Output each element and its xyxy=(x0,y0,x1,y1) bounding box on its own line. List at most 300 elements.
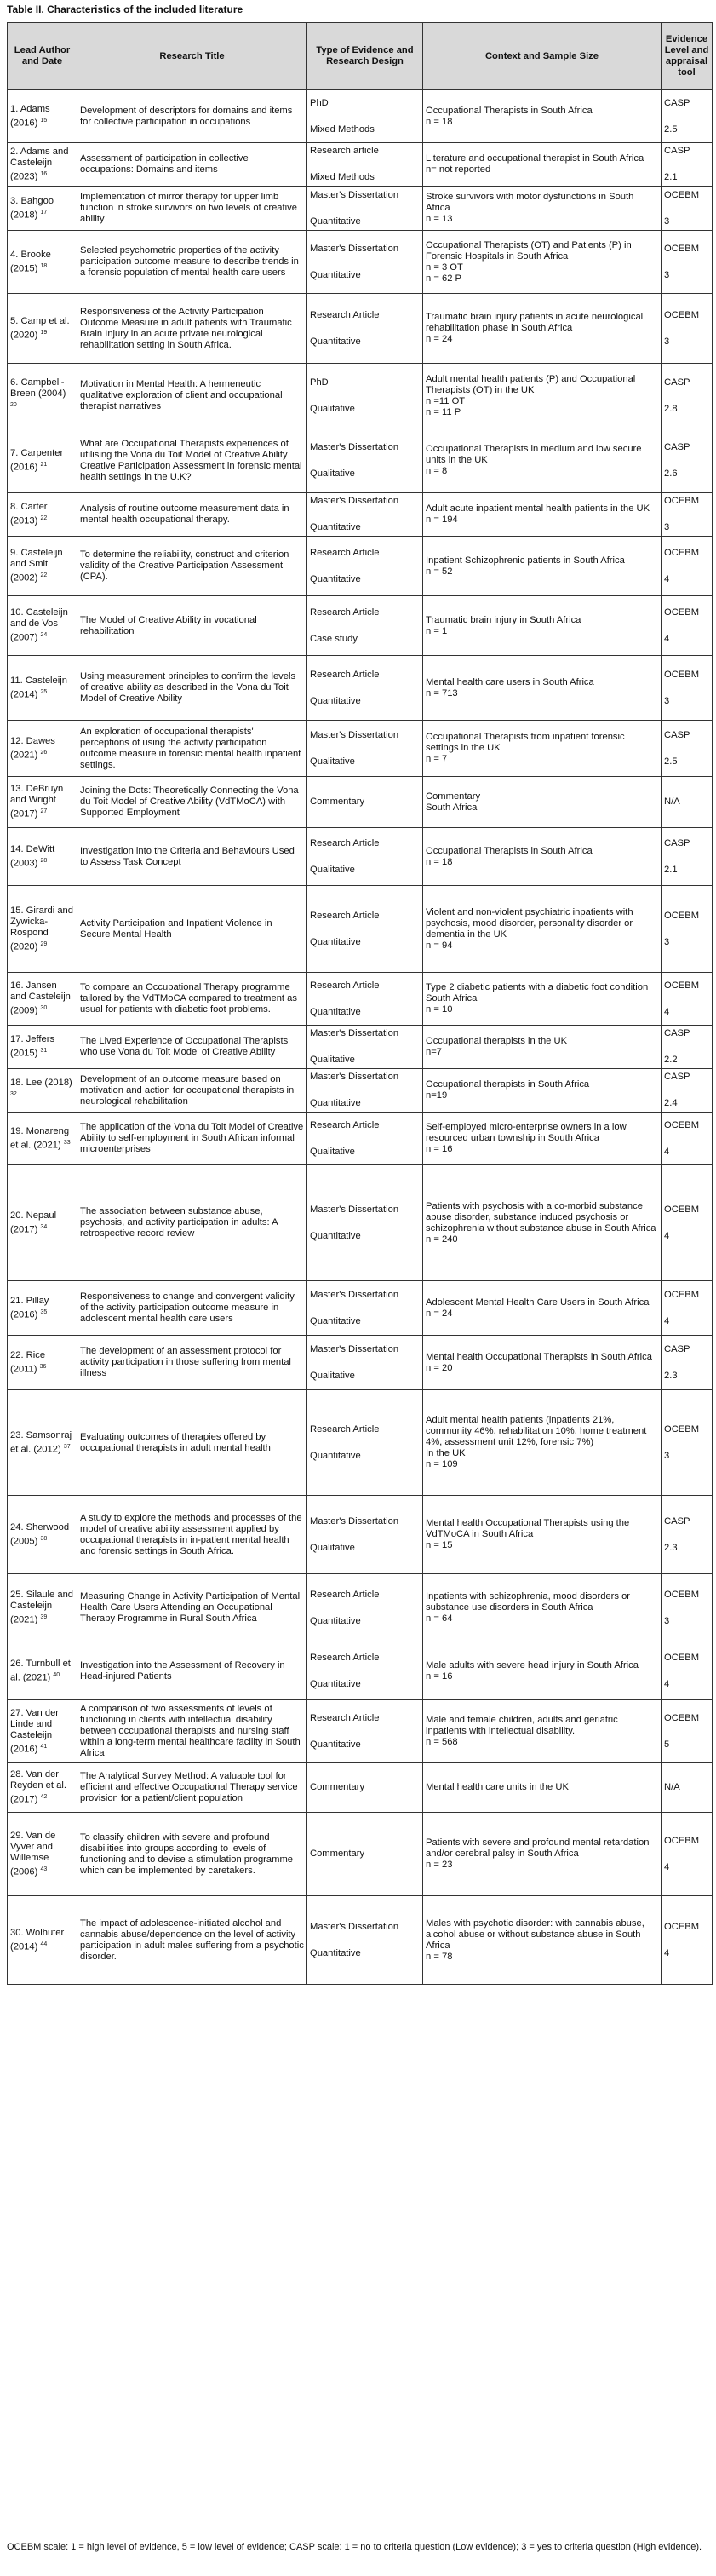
cell-context-line: n = 16 xyxy=(426,1144,453,1154)
table-row xyxy=(8,596,713,656)
cell-level-line: OCEBM xyxy=(664,243,700,254)
cell-type-line: Master's Dissertation xyxy=(310,189,399,200)
cell-author xyxy=(8,493,77,537)
cell-type xyxy=(307,828,423,886)
header-author: Lead Author and Date xyxy=(8,23,77,90)
author-text: 22. Rice (2011) xyxy=(10,1349,46,1375)
cell-level xyxy=(662,828,713,886)
cell-context-line: Mental health care users in South Africa xyxy=(426,676,594,687)
cell-type xyxy=(307,596,423,656)
cell-level-line: 2.3 xyxy=(664,1542,678,1553)
cell-context xyxy=(423,1113,662,1165)
cell-spacer xyxy=(310,1435,420,1451)
cell-level-line: 3 xyxy=(664,216,670,227)
cell-spacer xyxy=(664,922,709,937)
cell-level-line: 4 xyxy=(664,1678,670,1689)
cell-context-line: n = 10 xyxy=(426,1004,453,1015)
cell-type-line: PhD xyxy=(310,97,329,108)
cell-author xyxy=(8,1281,77,1336)
reference-number: 36 xyxy=(39,1363,47,1370)
cell-level-line: 4 xyxy=(664,1230,670,1241)
cell-context xyxy=(423,143,662,187)
cell-level-line: 3 xyxy=(664,522,670,532)
cell-type-line: Quantitative xyxy=(310,216,361,227)
cell-spacer xyxy=(664,1216,709,1231)
cell-spacer xyxy=(664,992,709,1007)
cell-context xyxy=(423,1642,662,1700)
cell-type-line: Qualitative xyxy=(310,1370,355,1381)
cell-context xyxy=(423,428,662,493)
cell-author xyxy=(8,364,77,428)
table-row xyxy=(8,828,713,886)
cell-type xyxy=(307,886,423,973)
cell-type xyxy=(307,1165,423,1281)
cell-type-line: Master's Dissertation xyxy=(310,243,399,254)
cell-spacer xyxy=(664,1435,709,1451)
cell-level-line: CASP xyxy=(664,1515,690,1527)
cell-context-line: n = 64 xyxy=(426,1613,453,1624)
cell-type xyxy=(307,1496,423,1574)
cell-author xyxy=(8,1574,77,1642)
cell-level-line: OCEBM xyxy=(664,1712,700,1723)
table-row xyxy=(8,1813,713,1896)
cell-type-line: Master's Dissertation xyxy=(310,1515,399,1527)
cell-level xyxy=(662,973,713,1026)
cell-type xyxy=(307,231,423,294)
author-text: 25. Silaule and Casteleijn (2021) xyxy=(10,1590,74,1625)
cell-context-line: n = 568 xyxy=(426,1737,458,1747)
cell-level-line: OCEBM xyxy=(664,309,700,320)
cell-context-line: Traumatic brain injury in South Africa xyxy=(426,614,581,625)
cell-spacer xyxy=(310,255,420,270)
cell-spacer xyxy=(664,507,709,522)
cell-spacer xyxy=(664,1724,709,1739)
cell-context-line: Mental health care units in the UK xyxy=(426,1782,569,1792)
header-title: Research Title xyxy=(77,23,307,90)
reference-number: 18 xyxy=(40,262,48,269)
cell-spacer xyxy=(664,1664,709,1679)
cell-context xyxy=(423,828,662,886)
cell-level-line: 3 xyxy=(664,936,670,947)
cell-level xyxy=(662,294,713,364)
cell-spacer xyxy=(310,922,420,937)
cell-type-line: Research Article xyxy=(310,980,380,991)
author-text: 29. Van de Vyver and Willemse (2006) xyxy=(10,1830,56,1877)
cell-level-line: 4 xyxy=(664,573,670,584)
cell-context-line: n = 18 xyxy=(426,856,453,867)
cell-level-line: OCEBM xyxy=(664,1204,700,1215)
reference-number: 25 xyxy=(40,688,48,695)
cell-author xyxy=(8,828,77,886)
cell-type-line: Qualitative xyxy=(310,1146,355,1157)
cell-context-line: Literature and occupational therapist in South Africa xyxy=(426,153,644,164)
cell-type xyxy=(307,1574,423,1642)
cell-spacer xyxy=(310,1301,420,1316)
cell-title: The Analytical Survey Method: A valuable tool for efficient and effective Occupational Therapy service provision for a patient/client population xyxy=(77,1763,307,1813)
cell-level xyxy=(662,1896,713,1985)
cell-title: What are Occupational Therapists experiences of utilising the Vona du Toit Model of Creative Ability Creative Participation Assessment in forensic mental health settings in the U.K? xyxy=(77,428,307,493)
cell-level-line: 2.4 xyxy=(664,1098,678,1108)
cell-type-line: Quantitative xyxy=(310,1739,361,1750)
reference-number: 38 xyxy=(40,1535,48,1542)
cell-level-line: CASP xyxy=(664,377,690,388)
cell-spacer xyxy=(664,255,709,270)
cell-author xyxy=(8,1336,77,1390)
cell-level-line: 3 xyxy=(664,336,670,347)
cell-context xyxy=(423,1574,662,1642)
cell-context-line: n= not reported xyxy=(426,164,491,175)
cell-spacer xyxy=(310,849,420,865)
cell-level-line: 4 xyxy=(664,1146,670,1157)
author-text: 10. Casteleijn and de Vos (2007) xyxy=(10,607,68,643)
cell-spacer xyxy=(664,1083,709,1098)
cell-context-line: n = 7 xyxy=(426,754,448,764)
cell-type-line: Qualitative xyxy=(310,403,355,414)
cell-context-line: n = 52 xyxy=(426,566,453,577)
cell-level-line: 2.5 xyxy=(664,124,678,135)
cell-author xyxy=(8,1026,77,1069)
cell-title: Investigation into the Assessment of Recovery in Head-injured Patients xyxy=(77,1642,307,1700)
cell-spacer xyxy=(310,1724,420,1739)
cell-level-line: 2.2 xyxy=(664,1055,678,1065)
cell-context-line: Adult mental health patients (inpatients 21%, community 46%, rehabilitation 10%, home treatment 4%, assessment unit 12%, forensic 7%) xyxy=(426,1415,647,1447)
table-row xyxy=(8,294,713,364)
cell-type-line: Mixed Methods xyxy=(310,172,375,182)
cell-context xyxy=(423,886,662,973)
table-row xyxy=(8,1026,713,1069)
cell-context-line: Patients with severe and profound mental retardation and/or cerebral palsy in South Africa xyxy=(426,1837,650,1859)
cell-title: Development of descriptors for domains and items for collective participation in occupations xyxy=(77,90,307,143)
cell-type-line: Mixed Methods xyxy=(310,124,375,135)
cell-type-line: Research Article xyxy=(310,607,380,618)
author-text: 7. Carpenter (2016) xyxy=(10,447,64,473)
cell-type xyxy=(307,1390,423,1496)
cell-type xyxy=(307,537,423,596)
cell-title: Using measurement principles to confirm the levels of creative ability as described in the Vona du Toit Model of Creative Ability xyxy=(77,656,307,721)
reference-number: 24 xyxy=(40,632,48,639)
cell-level xyxy=(662,1496,713,1574)
cell-title: Selected psychometric properties of the activity participation outcome measure to describe trends in a forensic population of mental health care users xyxy=(77,231,307,294)
author-text: 12. Dawes (2021) xyxy=(10,735,55,761)
cell-author xyxy=(8,1113,77,1165)
cell-type-line: Master's Dissertation xyxy=(310,1343,399,1354)
cell-level-line: CASP xyxy=(664,1028,690,1038)
table-row xyxy=(8,1281,713,1336)
cell-type-line: Research Article xyxy=(310,1119,380,1130)
cell-spacer xyxy=(310,157,420,172)
cell-level xyxy=(662,656,713,721)
cell-level-line: 3 xyxy=(664,269,670,280)
reference-number: 19 xyxy=(40,329,48,336)
cell-type-line: Research Article xyxy=(310,309,380,320)
cell-spacer xyxy=(310,1933,420,1948)
cell-context-line: Inpatients with schizophrenia, mood disorders or substance use disorders in South Africa xyxy=(426,1591,631,1613)
cell-context-line: South Africa xyxy=(426,993,478,1003)
cell-level-line: 3 xyxy=(664,1450,670,1461)
cell-title: The association between substance abuse, psychosis, and activity participation in adults: A retrospective record review xyxy=(77,1165,307,1281)
cell-level xyxy=(662,143,713,187)
cell-type-line: Quantitative xyxy=(310,1098,361,1108)
cell-type-line: Quantitative xyxy=(310,1615,361,1626)
cell-type-line: Master's Dissertation xyxy=(310,1072,399,1082)
cell-context-line: n = 3 OT xyxy=(426,262,463,273)
cell-context xyxy=(423,1763,662,1813)
cell-level xyxy=(662,493,713,537)
cell-type xyxy=(307,656,423,721)
reference-number: 35 xyxy=(40,1308,48,1315)
cell-spacer xyxy=(664,1933,709,1948)
author-text: 1. Adams (2016) xyxy=(10,103,50,129)
cell-title: The impact of adolescence-initiated alcohol and cannabis abuse/dependence on the level of activity participation in adult males suffering from a psychotic disorder. xyxy=(77,1896,307,1985)
author-text: 5. Camp et al. (2020) xyxy=(10,315,70,341)
cell-type-line: Master's Dissertation xyxy=(310,1204,399,1215)
cell-type-line: Research Article xyxy=(310,1423,380,1435)
author-text: 30. Wolhuter (2014) xyxy=(10,1927,65,1952)
cell-author xyxy=(8,294,77,364)
cell-level xyxy=(662,1026,713,1069)
cell-title: To classify children with severe and profound disabilities into groups according to levels of functioning and to devise a stimulation programme which can be implemented by caretakers. xyxy=(77,1813,307,1896)
cell-type-line: Quantitative xyxy=(310,1947,361,1958)
cell-context xyxy=(423,1896,662,1985)
reference-number: 21 xyxy=(40,461,48,468)
cell-title: The development of an assessment protocol for activity participation in those suffering from mental illness xyxy=(77,1336,307,1390)
cell-level xyxy=(662,1813,713,1896)
cell-level-line: 3 xyxy=(664,1615,670,1626)
cell-type-line: Master's Dissertation xyxy=(310,496,399,506)
table-footnote: OCEBM scale: 1 = high level of evidence, 5 = low level of evidence; CASP scale: 1 = no to criteria question (Low evidence); 3 = yes to criteria question (High evidence). xyxy=(7,2542,702,2552)
cell-spacer xyxy=(310,1039,420,1055)
cell-spacer xyxy=(310,1131,420,1147)
cell-author xyxy=(8,187,77,231)
cell-context-line: Adult acute inpatient mental health patients in the UK xyxy=(426,503,650,514)
cell-level xyxy=(662,1574,713,1642)
cell-level-line: 4 xyxy=(664,1861,670,1872)
cell-context xyxy=(423,1165,662,1281)
reference-number: 22 xyxy=(40,572,48,579)
cell-level xyxy=(662,1390,713,1496)
cell-context xyxy=(423,1069,662,1113)
cell-context-line: Mental health Occupational Therapists in South Africa xyxy=(426,1351,652,1362)
cell-level-line: 4 xyxy=(664,1315,670,1326)
cell-spacer xyxy=(310,1601,420,1616)
reference-number: 43 xyxy=(40,1866,48,1872)
cell-author xyxy=(8,428,77,493)
cell-context-line: n = 11 P xyxy=(426,406,461,417)
cell-context-line: Occupational Therapists in South Africa xyxy=(426,105,593,116)
cell-title: A comparison of two assessments of levels of functioning in clients with intellectual disability between occupational therapists and nursing staff within a long-term mental healthcare facility in South Africa xyxy=(77,1700,307,1763)
table-row xyxy=(8,537,713,596)
reference-number: 27 xyxy=(40,808,48,815)
cell-spacer xyxy=(664,109,709,124)
table-row xyxy=(8,1165,713,1281)
cell-level-line: CASP xyxy=(664,1343,690,1354)
cell-context xyxy=(423,90,662,143)
cell-context-line: n = 24 xyxy=(426,1308,453,1319)
cell-title: The Model of Creative Ability in vocational rehabilitation xyxy=(77,596,307,656)
cell-level-line: 2.6 xyxy=(664,468,678,479)
author-text: 11. Casteleijn (2014) xyxy=(10,675,67,700)
cell-context-line: Commentary xyxy=(426,791,481,802)
cell-type-line: Research Article xyxy=(310,1652,380,1663)
cell-type-line: Master's Dissertation xyxy=(310,1921,399,1932)
reference-number: 34 xyxy=(40,1223,48,1230)
cell-context-line: South Africa xyxy=(426,802,478,813)
reference-number: 17 xyxy=(40,209,48,216)
table-row xyxy=(8,428,713,493)
cell-spacer xyxy=(310,741,420,756)
cell-type xyxy=(307,1113,423,1165)
cell-spacer xyxy=(310,1527,420,1543)
table-row xyxy=(8,364,713,428)
cell-context xyxy=(423,187,662,231)
cell-level-line: N/A xyxy=(664,1782,680,1792)
author-text: 6. Campbell-Breen (2004) xyxy=(10,377,66,400)
cell-author xyxy=(8,1896,77,1985)
cell-context xyxy=(423,777,662,828)
cell-author xyxy=(8,231,77,294)
cell-level-line: OCEBM xyxy=(664,910,700,921)
cell-context xyxy=(423,1700,662,1763)
cell-context xyxy=(423,364,662,428)
cell-type-line: Case study xyxy=(310,633,358,644)
cell-spacer xyxy=(664,618,709,634)
cell-level xyxy=(662,90,713,143)
cell-context-line: n = 78 xyxy=(426,1951,453,1962)
reference-number: 32 xyxy=(10,1091,17,1098)
cell-spacer xyxy=(310,388,420,404)
cell-level-line: 2.8 xyxy=(664,403,678,414)
cell-context-line: Violent and non-violent psychiatric inpatients with psychosis, mood disorder, personality disorder or dementia in the UK xyxy=(426,906,633,940)
cell-level xyxy=(662,1069,713,1113)
cell-context-line: Occupational therapists in South Africa xyxy=(426,1079,590,1090)
author-text: 15. Girardi and Zywicka-Rospond (2020) xyxy=(10,905,74,952)
cell-context xyxy=(423,1281,662,1336)
reference-number: 44 xyxy=(40,1941,48,1947)
cell-type-line: Research article xyxy=(310,146,379,156)
cell-level-line: OCEBM xyxy=(664,1289,700,1300)
cell-context-line: n = 1 xyxy=(426,625,448,636)
cell-spacer xyxy=(310,109,420,124)
cell-level-line: 2.1 xyxy=(664,172,678,182)
cell-author xyxy=(8,596,77,656)
cell-type xyxy=(307,1896,423,1985)
cell-context xyxy=(423,1336,662,1390)
cell-spacer xyxy=(664,1847,709,1862)
reference-number: 31 xyxy=(40,1048,48,1055)
cell-type xyxy=(307,364,423,428)
cell-spacer xyxy=(664,157,709,172)
cell-type-line: Master's Dissertation xyxy=(310,729,399,740)
literature-table xyxy=(7,22,713,1985)
cell-author xyxy=(8,1165,77,1281)
table-row xyxy=(8,777,713,828)
cell-author xyxy=(8,1496,77,1574)
cell-type-line: Quantitative xyxy=(310,936,361,947)
cell-level xyxy=(662,721,713,777)
cell-context xyxy=(423,1026,662,1069)
cell-context-line: n = 109 xyxy=(426,1459,458,1469)
cell-context xyxy=(423,493,662,537)
cell-level-line: CASP xyxy=(664,441,690,452)
cell-context xyxy=(423,596,662,656)
cell-type-line: Qualitative xyxy=(310,468,355,479)
cell-type xyxy=(307,1642,423,1700)
cell-type-line: PhD xyxy=(310,377,329,388)
cell-context-line: n = 24 xyxy=(426,334,453,344)
author-text: 19. Monareng et al. (2021) xyxy=(10,1125,70,1151)
cell-author xyxy=(8,1642,77,1700)
cell-level xyxy=(662,1700,713,1763)
cell-type xyxy=(307,90,423,143)
table-row xyxy=(8,493,713,537)
cell-spacer xyxy=(664,1527,709,1543)
header-type: Type of Evidence and Research Design xyxy=(307,23,423,90)
cell-type-line: Quantitative xyxy=(310,269,361,280)
cell-level-line: CASP xyxy=(664,729,690,740)
cell-spacer xyxy=(310,507,420,522)
author-text: 16. Jansen and Casteleijn (2009) xyxy=(10,980,71,1016)
cell-type xyxy=(307,1336,423,1390)
cell-context-line: In the UK xyxy=(426,1448,466,1458)
cell-title: Analysis of routine outcome measurement data in mental health occupational therapy. xyxy=(77,493,307,537)
cell-level-line: CASP xyxy=(664,97,690,108)
cell-author xyxy=(8,656,77,721)
cell-author xyxy=(8,973,77,1026)
cell-context-line: Occupational Therapists (OT) and Patients (P) in Forensic Hospitals in South Africa xyxy=(426,239,632,262)
cell-type xyxy=(307,973,423,1026)
cell-spacer xyxy=(664,201,709,216)
cell-spacer xyxy=(310,453,420,469)
table-row xyxy=(8,1700,713,1763)
cell-title: Joining the Dots: Theoretically Connecting the Vona du Toit Model of Creative Ability (VdTMoCA) with Supported Employment xyxy=(77,777,307,828)
cell-type xyxy=(307,428,423,493)
cell-context-line: Traumatic brain injury patients in acute neurological rehabilitation phase in South Africa xyxy=(426,312,644,333)
cell-level-line: OCEBM xyxy=(664,1119,700,1130)
cell-type-line: Quantitative xyxy=(310,695,361,706)
cell-context-line: n = 713 xyxy=(426,687,458,699)
cell-title: To compare an Occupational Therapy programme tailored by the VdTMoCA compared to treatment as usual for patients with diabetic foot problems. xyxy=(77,973,307,1026)
cell-spacer xyxy=(310,1355,420,1371)
reference-number: 16 xyxy=(40,170,48,177)
cell-level-line: N/A xyxy=(664,796,680,807)
header-level: Evidence Level and appraisal tool xyxy=(662,23,713,90)
reference-number: 40 xyxy=(53,1671,60,1678)
reference-number: 22 xyxy=(40,515,48,522)
author-text: 23. Samsonraj et al. (2012) xyxy=(10,1429,72,1455)
cell-author xyxy=(8,143,77,187)
cell-author xyxy=(8,1813,77,1896)
cell-level xyxy=(662,777,713,828)
cell-level-line: 2.5 xyxy=(664,756,678,767)
author-text: 13. DeBruyn and Wright (2017) xyxy=(10,784,64,819)
author-text: 21. Pillay (2016) xyxy=(10,1295,49,1320)
cell-type-line: Master's Dissertation xyxy=(310,1028,399,1038)
cell-type xyxy=(307,493,423,537)
cell-context-line: Occupational Therapists from inpatient forensic settings in the UK xyxy=(426,732,625,753)
cell-author xyxy=(8,90,77,143)
table-row xyxy=(8,187,713,231)
cell-context-line: n = 23 xyxy=(426,1860,453,1870)
cell-spacer xyxy=(310,201,420,216)
cell-type xyxy=(307,294,423,364)
cell-type-line: Master's Dissertation xyxy=(310,441,399,452)
cell-author xyxy=(8,1390,77,1496)
reference-number: 39 xyxy=(40,1614,48,1621)
cell-context xyxy=(423,656,662,721)
author-text: 20. Nepaul (2017) xyxy=(10,1210,57,1235)
cell-type xyxy=(307,1281,423,1336)
cell-type-line: Research Article xyxy=(310,547,380,558)
